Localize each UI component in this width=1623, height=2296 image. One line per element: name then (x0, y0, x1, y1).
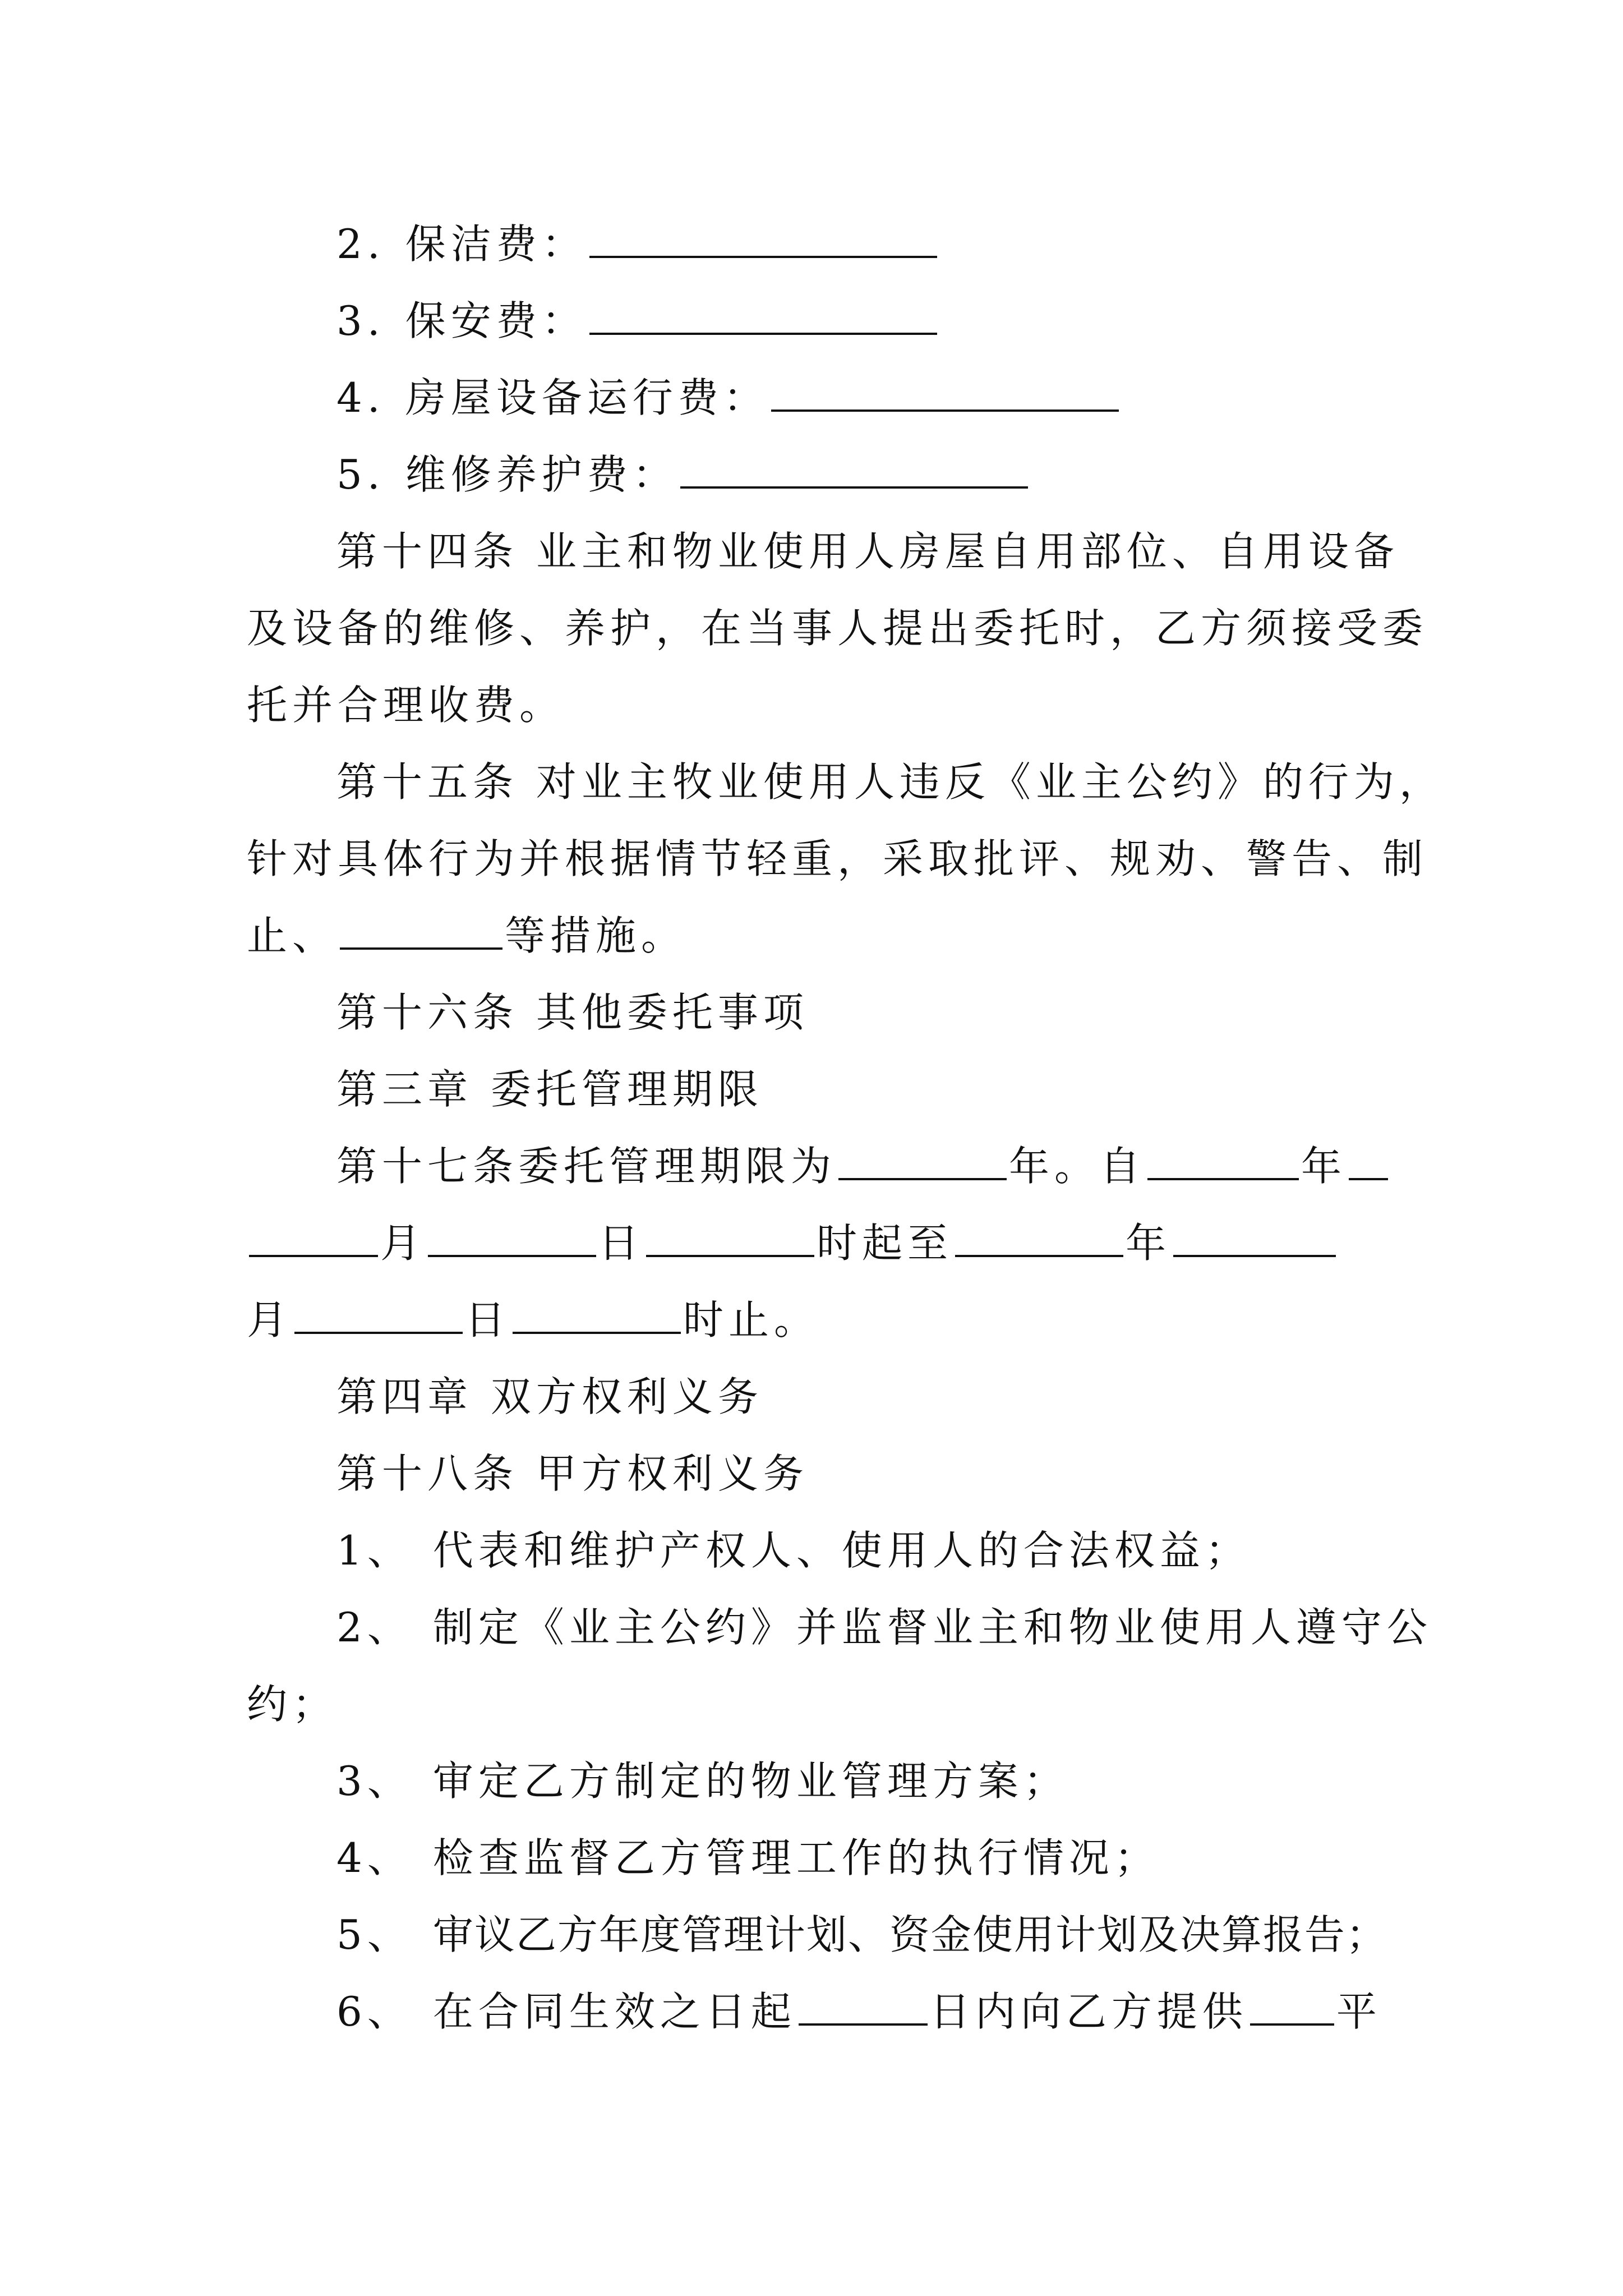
article-17-text: 年 (1301, 1143, 1347, 1190)
duty-item-1 (336, 1522, 1251, 1579)
fill-blank[interactable] (428, 1216, 596, 1257)
duty-text: 检查监督乙方管理工作的执行情况； (432, 1834, 1160, 1881)
duty-text: 在合同生效之日起 (432, 1988, 796, 2035)
fee-item-number: 2. (336, 220, 385, 268)
fee-item-number: 5. (336, 451, 385, 498)
article-17-text: 月 (380, 1220, 426, 1267)
article-15-line-3 (247, 908, 686, 964)
duty-text: 审议乙方年度管理计划、资金使用计划及决算报告； (432, 1911, 1387, 1958)
chapter-3-heading: 第三章 委托管理期限 (336, 1066, 763, 1113)
duty-text: 制定《业主公约》并监督业主和物业使用人遵守公 (432, 1604, 1432, 1651)
fill-blank[interactable] (680, 447, 1028, 489)
fee-item-label: 房屋设备运行费： (405, 374, 769, 421)
fee-item-3 (336, 293, 939, 349)
duty-text: 审定乙方制定的物业管理方案； (432, 1757, 1069, 1805)
fee-item-label: 保安费： (405, 297, 587, 344)
duty-number: 5、 (336, 1911, 413, 1958)
fill-blank[interactable] (838, 1139, 1007, 1180)
duty-item-4 (336, 1830, 1160, 1886)
duty-item-2-cont: 约； (247, 1681, 338, 1728)
fill-blank[interactable] (589, 217, 937, 258)
article-17-text: 月 (247, 1296, 293, 1343)
chapter-4-heading: 第四章 双方权利义务 (336, 1373, 763, 1420)
article-17-text: 日 (465, 1296, 511, 1343)
article-17-text: 年。自 (1009, 1143, 1146, 1190)
fill-blank[interactable] (955, 1216, 1123, 1257)
fill-blank[interactable] (1147, 1139, 1299, 1180)
fill-blank[interactable] (340, 908, 502, 950)
fee-item-number: 4. (336, 374, 385, 421)
fee-item-5 (336, 447, 1030, 503)
duty-text: 日内向乙方提供 (929, 1988, 1248, 2035)
article-14-line-3: 托并合理收费。 (247, 682, 565, 729)
fee-item-label: 维修养护费： (405, 451, 678, 498)
article-14-line-2: 及设备的维修、养护，在当事人提出委托时，乙方须接受委 (247, 605, 1428, 652)
article-17-text: 日 (598, 1220, 644, 1267)
duty-item-6 (336, 1984, 1382, 2040)
duty-number: 3、 (336, 1757, 413, 1805)
article-17-text: 时起至 (817, 1220, 953, 1267)
article-15-line-2: 针对具体行为并根据情节轻重，采取批评、规劝、警告、制 (247, 835, 1428, 882)
duty-item-2 (336, 1599, 1432, 1655)
fill-blank[interactable] (646, 1216, 814, 1257)
article-17-text: 时止。 (683, 1296, 820, 1343)
fill-blank[interactable] (1349, 1139, 1388, 1180)
article-18-heading: 第十八条 甲方权利义务 (336, 1450, 809, 1497)
duty-item-5 (336, 1907, 1387, 1963)
duty-text: 平 (1336, 1988, 1382, 2035)
article-17-line-3 (247, 1292, 819, 1348)
duty-text: 代表和维护产权人、使用人的合法权益； (432, 1527, 1251, 1574)
article-15-text: 止、 (247, 912, 338, 959)
fill-blank[interactable] (589, 293, 937, 335)
article-15-line-1: 第十五条 对业主牧业使用人违反《业主公约》的行为， (336, 758, 1445, 806)
fill-blank[interactable] (513, 1292, 681, 1334)
duty-number: 4、 (336, 1834, 413, 1881)
duty-number: 6、 (336, 1988, 413, 2035)
fill-blank[interactable] (771, 370, 1119, 412)
fee-item-2 (336, 216, 939, 272)
article-17-text: 年 (1126, 1220, 1172, 1267)
article-17-line-1 (336, 1138, 1390, 1194)
article-15-text: 等措施。 (505, 912, 687, 959)
fill-blank[interactable] (249, 1216, 378, 1257)
fill-blank[interactable] (799, 1984, 928, 2026)
article-14-line-1: 第十四条 业主和物业使用人房屋自用部位、自用设备 (336, 528, 1399, 575)
fee-item-label: 保洁费： (405, 220, 587, 268)
fill-blank[interactable] (1173, 1216, 1336, 1257)
duty-number: 2、 (336, 1604, 413, 1651)
article-16: 第十六条 其他委托事项 (336, 989, 809, 1036)
fee-item-number: 3. (336, 297, 385, 344)
duty-item-3 (336, 1753, 1069, 1809)
fill-blank[interactable] (294, 1292, 463, 1334)
article-17-line-2 (247, 1215, 1338, 1271)
fee-item-4 (336, 370, 1121, 426)
fill-blank[interactable] (1250, 1984, 1334, 2026)
article-17-text: 第十七条委托管理期限为 (336, 1143, 837, 1190)
duty-number: 1、 (336, 1527, 413, 1574)
